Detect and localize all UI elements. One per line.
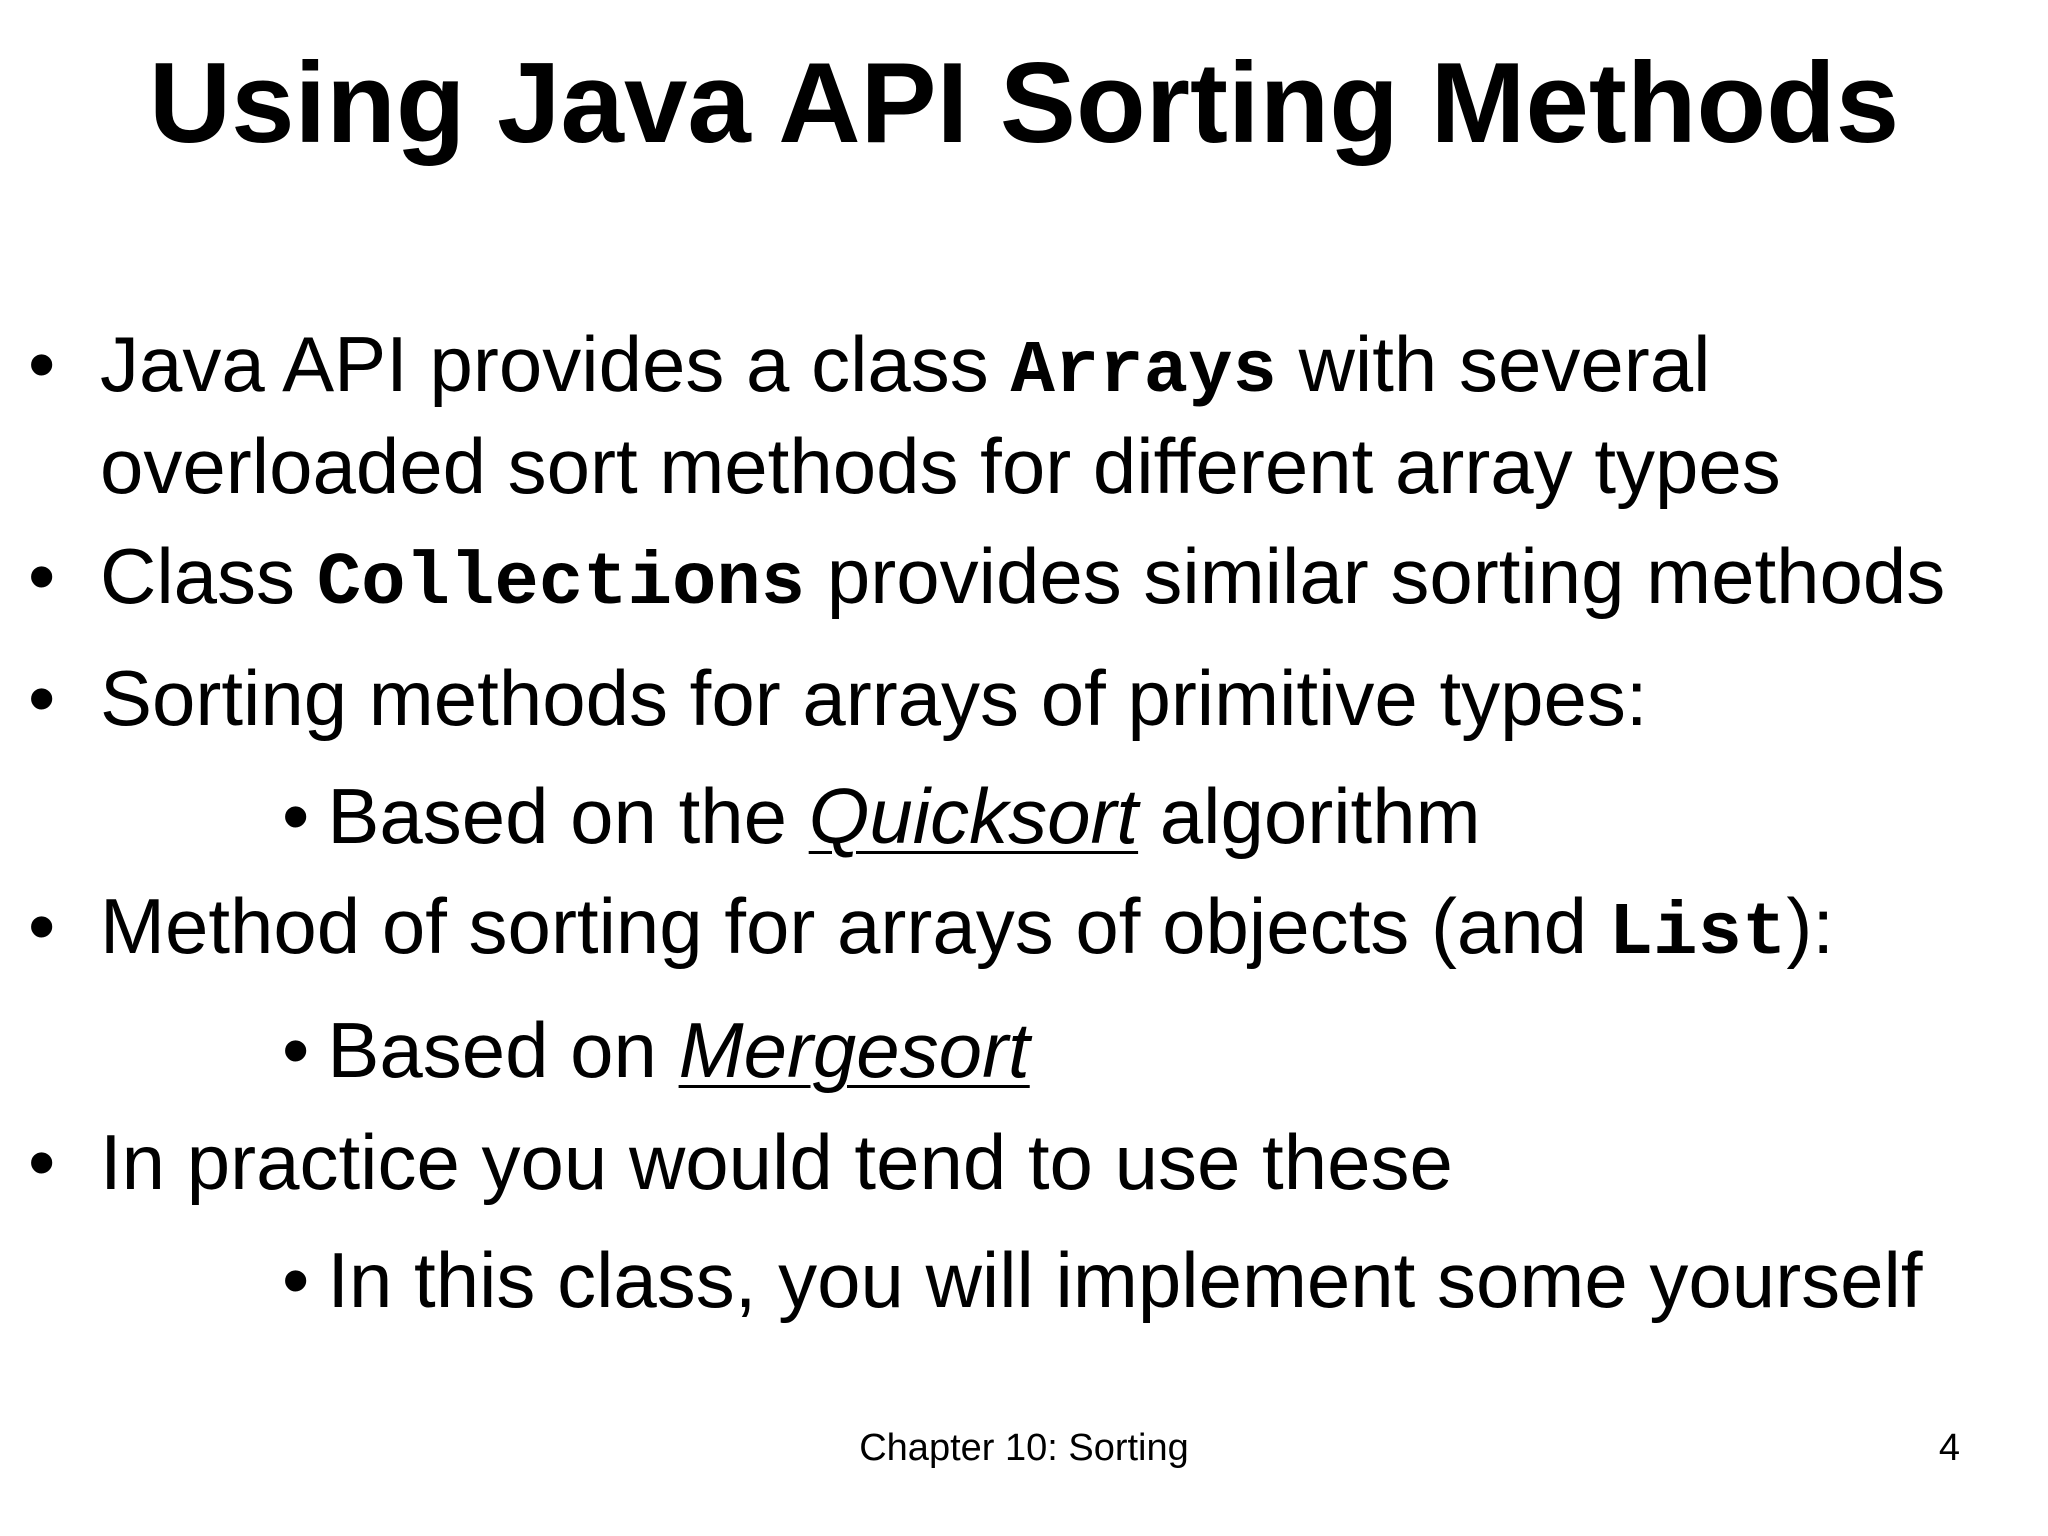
bullet-1-line-1 bbox=[100, 318, 1710, 418]
bullet-1-text-pre: Java API provides a class bbox=[100, 320, 1011, 408]
bullet-marker: • bbox=[28, 320, 56, 408]
bullet-4-text-post: ): bbox=[1786, 882, 1835, 970]
bullet-marker: • bbox=[28, 882, 56, 970]
bullet-1-text-post: with several bbox=[1276, 320, 1711, 408]
sub-bullet-3-pre: Based on the bbox=[327, 772, 809, 860]
bullet-3-line: Sorting methods for arrays of primitive types: bbox=[100, 654, 1648, 742]
mergesort-term: Mergesort bbox=[678, 1006, 1030, 1094]
bullet-2-line bbox=[100, 530, 1945, 630]
sub-bullet-implement bbox=[282, 1234, 1923, 1326]
slide-title: Using Java API Sorting Methods bbox=[148, 40, 1900, 167]
sub-bullet-5-text: In this class, you will implement some yourself bbox=[327, 1236, 1923, 1324]
bullet-5-line: In practice you would tend to use these bbox=[100, 1118, 1453, 1206]
sub-bullet-4-pre: Based on bbox=[327, 1006, 679, 1094]
collections-code: Collections bbox=[316, 542, 806, 626]
sub-bullet-mergesort bbox=[282, 1004, 1030, 1096]
footer-chapter: Chapter 10: Sorting bbox=[859, 1427, 1189, 1469]
quicksort-term: Quicksort bbox=[808, 772, 1139, 860]
list-code: List bbox=[1608, 892, 1787, 976]
bullet-4-text-pre: Method of sorting for arrays of objects (and bbox=[100, 882, 1609, 970]
sub-bullet-quicksort bbox=[282, 770, 1481, 862]
sub-bullet-marker: • bbox=[282, 1006, 310, 1094]
bullet-marker: • bbox=[28, 532, 56, 620]
bullet-4-line bbox=[100, 880, 1834, 980]
bullet-2-text-post: provides similar sorting methods bbox=[805, 532, 1946, 620]
sub-bullet-marker: • bbox=[282, 772, 310, 860]
bullet-1-line-2: overloaded sort methods for different array types bbox=[100, 422, 1781, 510]
sub-bullet-3-post: algorithm bbox=[1138, 772, 1481, 860]
bullet-marker: • bbox=[28, 1118, 56, 1206]
bullet-2-text-pre: Class bbox=[100, 532, 317, 620]
bullet-marker: • bbox=[28, 654, 56, 742]
page-number: 4 bbox=[1938, 1427, 1960, 1469]
sub-bullet-marker: • bbox=[282, 1236, 310, 1324]
arrays-code: Arrays bbox=[1010, 330, 1277, 414]
